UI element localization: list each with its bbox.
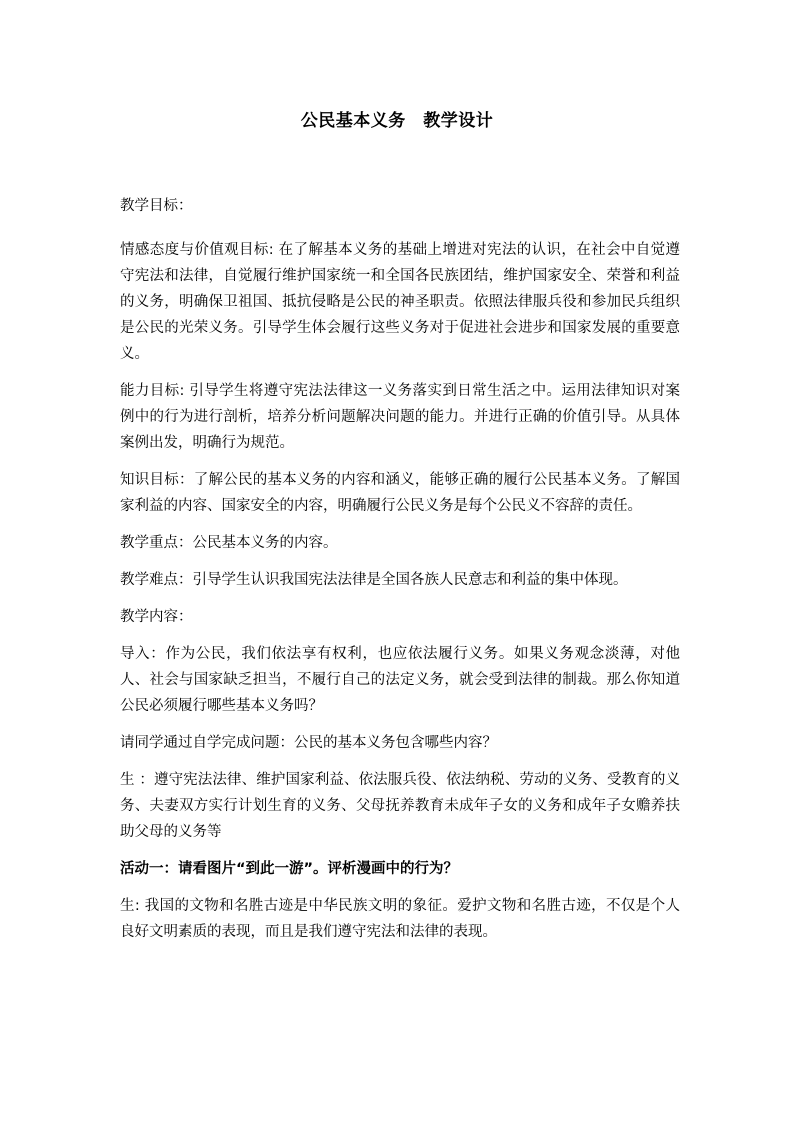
heading-teaching-content: 教学内容：: [120, 609, 193, 625]
paragraph-emotion-goal: 情感态度与价值观目标: 在了解基本义务的基础上增进对宪法的认识，在社会中自觉遵守宪法和法律，自觉履行维护国家统一和全国各民族团结，维护国家安全、荣誉和利益的义务，明确保卫祖国、抵抗侵略是公民的神圣职责。依照法律服兵役和参加民兵组织是公民的光荣义务。引导学生体会履行这些义务对于促进社会进步和国家发展的重要意义。: [120, 242, 680, 362]
paragraph-key-point: 教学重点：公民基本义务的内容。: [120, 535, 338, 551]
paragraph-student-answer-duties: 生 ：遵守宪法法律、维护国家利益、依法服兵役、依法纳税、劳动的义务、受教育的义务、夫妻双方实行计划生育的义务、父母抚养教育未成年子女的义务和成年子女赡养扶助父母的义务等: [120, 772, 680, 840]
heading-activity-one: 活动一：请看图片“到此一游”。评析漫画中的行为？: [120, 861, 459, 877]
paragraph-student-answer-relics: 生: 我国的文物和名胜古迹是中华民族文明的象征。爱护文物和名胜古迹，不仅是个人良好文明素质的表现，而且是我们遵守宪法和法律的表现。: [120, 898, 680, 940]
paragraph-knowledge-goal: 知识目标：了解公民的基本义务的内容和涵义，能够正确的履行公民基本义务。了解国家利益的内容、国家安全的内容，明确履行公民义务是每个公民义不容辞的责任。: [120, 472, 680, 514]
heading-teaching-goals: 教学目标：: [120, 198, 193, 214]
paragraph-ability-goal: 能力目标: 引导学生将遵守宪法法律这一义务落实到日常生活之中。运用法律知识对案例中的行为进行剖析，培养分析问题解决问题的能力。并进行正确的价值引导。从具体案例出发，明确行为规范。: [120, 383, 680, 451]
paragraph-self-study-question: 请同学通过自学完成问题：公民的基本义务包含哪些内容？: [120, 735, 497, 751]
document-body: [120, 193, 680, 956]
paragraph-difficult-point: 教学难点：引导学生认识我国宪法法律是全国各族人民意志和利益的集中体现。: [120, 572, 628, 588]
document-title: 公民基本义务 教学设计: [300, 111, 494, 131]
paragraph-introduction: 导入：作为公民，我们依法享有权利，也应依法履行义务。如果义务观念淡薄，对他人、社会与国家缺乏担当，不履行自己的法定义务，就会受到法律的制裁。那么你知道公民必须履行哪些基本义务吗？: [120, 646, 680, 714]
